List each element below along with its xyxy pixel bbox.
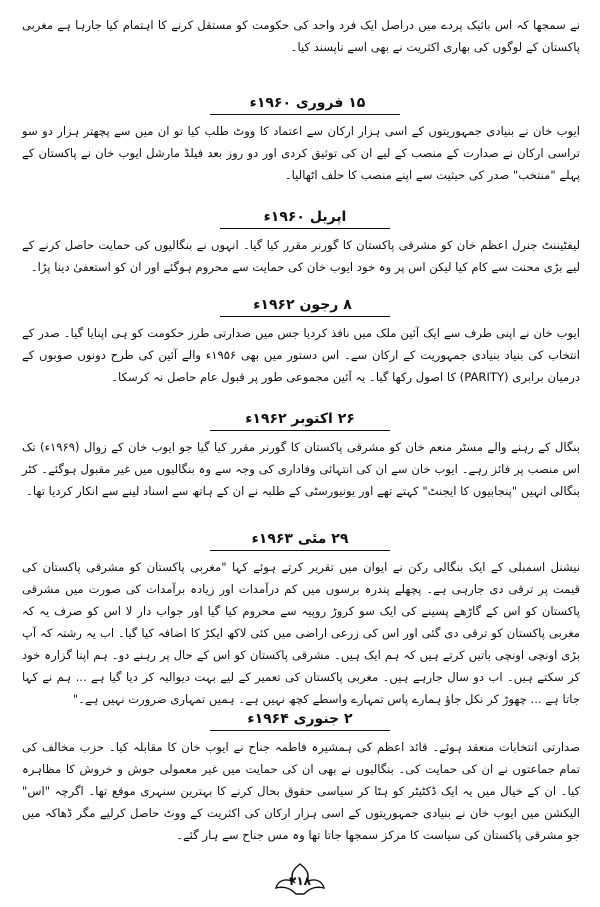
section-heading-2: اپریل ۱۹۶۰ء	[263, 209, 347, 225]
heading-underline-6	[210, 730, 390, 731]
section-heading-6: ۲ جنوری ۱۹۶۴ء	[247, 711, 353, 727]
section-heading-3: ۸ رجون ۱۹۶۲ء	[253, 297, 352, 313]
section-text-6: صدارتی انتخابات منعقد ہوئے۔ قائد اعظم کی ہمشیرہ فاطمہ جناح نے ایوب خان کا مقابلہ کیا۔ حزب مخالف کی تمام جماعتوں نے ان کی حمایت کی۔ بنگالیوں نے بھی ان کی حمایت میں غیر معمولی جوش و خروش کا مظاہرہ کیا۔ ان کے خیال میں یہ ایک ڈکٹیٹر کو ہٹا کر سیاسی حقوق بحال کرنے کا بہترین سنہری موقع تھا۔ اگرچہ "اس" الیکشن میں ایوب خان نے بنیادی جمہوریتوں کے اسی ہزار ارکان کی اکثریت کے ووٹ حاصل کرلیے مگر ڈھاکہ میں جو مشرقی پاکستان کی سیاست کا مرکز سمجھا جاتا تھا وہ مس جناح سے ہار گئے۔	[22, 740, 580, 842]
section-text-1: ایوب خان نے بنیادی جمہوریتوں کے اسی ہزار ارکان سے اعتماد کا ووٹ طلب کیا تو ان میں سے پچھتر ہزار دو سو تراسی ارکان نے صدارت کے منصب کے لیے ان کی توثیق کردی اور دو روز بعد فیلڈ مارشل ایوب خان نے پاکستان کے پہلے "منتخب" صدر کی حیثیت سے اپنے منصب کا حلف اٹھالیا۔	[22, 124, 580, 182]
heading-underline-5	[210, 550, 390, 551]
heading-underline-1	[210, 114, 400, 115]
section-heading-1: ۱۵ فروری ۱۹۶۰ء	[249, 95, 366, 111]
page-number: ۲۱۸	[289, 874, 311, 888]
section-heading-5: ۲۹ مئی ۱۹۶۳ء	[251, 531, 349, 547]
section-text-3: ایوب خان نے اپنی طرف سے ایک آئین ملک میں نافذ کردیا جس میں صدارتی طرز حکومت کو ہی اپنایا گیا۔ صدر کے انتخاب کی بنیاد بنیادی جمہوریت کے ارکان سے۔ اس دستور میں بھی ۱۹۵۶ء والے آئین کی طرح دونوں صوبوں کے درمیان برابری (PARITY) کا اصول رکھا گیا۔ یہ آئین مجموعی طور پر قبول عام حاصل نہ کرسکا۔	[22, 326, 581, 384]
section-text-2: لیفٹیننٹ جنرل اعظم خان کو مشرقی پاکستان کا گورنر مقرر کیا گیا۔ انہوں نے بنگالیوں کی حمایت حاصل کرنے کے لیے بڑی محنت سے کام کیا لیکن اس پر وہ خود ایوب خان کی حمایت سے محروم ہوگئے اور ان کو استعفیٰ دینا پڑا۔	[22, 238, 580, 274]
heading-underline-2	[220, 228, 390, 229]
intro-paragraph: نے سمجھا کہ اس بائیک پردے میں دراصل ایک فرد واحد کی حکومت کو مستقل کرنے کا اہتمام کیا جارہا ہے مغربی پاکستان کے لوگوں کی بھاری اکثریت نے بھی اسے ناپسند کیا۔	[22, 18, 580, 54]
heading-underline-4	[210, 430, 390, 431]
section-heading-4: ۲۶ اکتوبر ۱۹۶۲ء	[245, 411, 355, 427]
section-text-4: بنگال کے رہنے والے مسٹر منعم خان کو مشرقی پاکستان کا گورنر مقرر کیا گیا جو ایوب خان کے زوال (۱۹۶۹ء) تک اس منصب پر فائز رہے۔ ایوب خان سے ان کی انتہائی وفاداری کی وجہ سے وہ بنگالیوں میں غیر مقبول ہوگئے۔ کٹر بنگالی انہیں "پنجابیوں کا ایجنٹ" کہتے تھے اور یونیورسٹی کے طلبہ نے ان کے ہاتھ سے اسناد لینے سے انکار کردیا تھا۔	[22, 440, 581, 498]
section-text-5: نیشنل اسمبلی کے ایک بنگالی رکن نے ایوان میں تقریر کرتے ہوئے کہا "مغربی پاکستان کو مشرقی پاکستان کی قیمت پر ترقی دی جارہی ہے۔ پچھلے پندرہ برسوں میں کم درآمدات اور زیادہ برآمدات کی صورت میں مشرقی پاکستان کو اس کے گاڑھے پسینے کی ایک سو کروڑ روپیہ سے محروم کیا گیا اور جواب دار لا اس کو صرف یہ کہ مغربی پاکستان کو ترقی دی گئی اور اس کی زرعی اراضی میں کئی لاکھ ایکڑ کا اضافہ کیا گیا۔ اب یہ رشتہ کہ آپ بڑی اونچی اونچی باتیں کرتے ہیں کہ ہم ایک ہیں۔ مشرقی پاکستان کو اس کے حال پر رہنے دو۔ ہم اپنا گزارہ خود کر سکتے ہیں۔ اب دو سال جارہے ہیں۔ مغربی پاکستان کی تعمیر کے لیے بہت دیوالیہ کر دیا گیا ہے ... ہم نے کہا جاتا ہے ... چھوڑ کر نکل جاؤ ہمارے پاس تمہارے واسطے کچھ نہیں ہے۔ ہمیں تمہاری ضرورت نہیں ہے۔"	[22, 560, 580, 706]
heading-underline-3	[220, 316, 390, 317]
